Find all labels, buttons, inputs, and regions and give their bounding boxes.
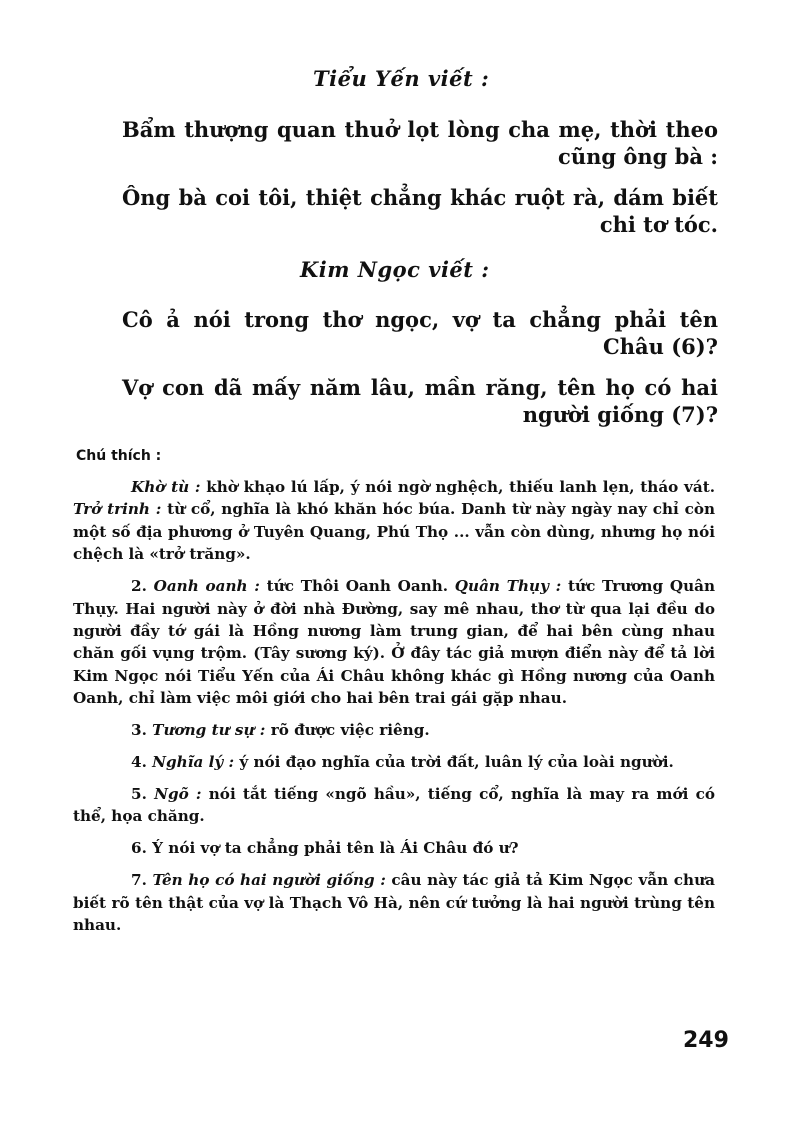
speaker-tieu-yen: Tiểu Yến viết : — [313, 66, 490, 91]
footnote-6: 6. Ý nói vợ ta chẳng phải tên là Ái Châu đó ư? — [131, 839, 519, 858]
notes-heading: Chú thích : — [76, 448, 162, 464]
footnote-number: 5. — [131, 784, 155, 803]
verse-4 — [122, 374, 718, 428]
footnote-text: tức Trương Quân Thụy. Hai người này ở đời nhà Đường, say mê nhau, thơ từ qua lại đều do người đầy tớ gái là Hồng nương làm trung gian, để hai bên cùng nhau chăn gối vụng trộm. (Tây sương ký). Ở đây tác giả mượn điển này để tả lời Kim Ngọc nói Tiểu Yến của Ái Châu không khác gì Hồng nương của Oanh Oanh, chỉ làm việc môi giới cho hai bên trai gái gặp nhau. — [73, 577, 715, 708]
footnote-number: 7. — [131, 871, 153, 890]
footnote-7 — [73, 869, 715, 936]
footnote-term: Quân Thụy : — [454, 577, 562, 596]
verse-2 — [122, 184, 718, 238]
footnote-2 — [73, 575, 715, 709]
footnote-text: tức Thôi Oanh Oanh. — [259, 577, 455, 596]
footnote-1 — [73, 476, 715, 566]
footnote-5 — [73, 783, 715, 828]
verse-line: Ông bà coi tôi, thiệt chẳng khác ruột rà, dám biết — [122, 185, 718, 210]
footnote-text: câu này tác giả tả Kim Ngọc vẫn chưa biết rõ tên thật của vợ là Thạch Vô Hà, nên cứ tưởng là hai người trùng tên nhau. — [73, 871, 715, 934]
footnote-term: Oanh oanh : — [153, 577, 260, 596]
footnote-text: khờ khạo lú lấp, ý nói ngờ nghệch, thiếu lanh lẹn, tháo vát. — [200, 478, 715, 496]
verse-line: cũng ông bà : — [558, 144, 718, 169]
footnotes — [73, 476, 715, 946]
footnote-number: 3. — [131, 721, 153, 740]
footnote-term: Tương tư sự : — [152, 721, 266, 740]
footnote-term: Ngõ : — [154, 784, 202, 803]
verse-3 — [122, 306, 718, 360]
footnote-number: 2. — [131, 577, 154, 596]
verse-block-1 — [122, 116, 718, 252]
verse-1 — [122, 116, 718, 170]
footnote-4 — [73, 751, 715, 773]
verse-line: Vợ con dã mấy năm lâu, mần răng, tên họ có hai — [122, 375, 718, 400]
verse-line: Châu (6)? — [603, 334, 718, 359]
page-number: 249 — [683, 1028, 729, 1053]
footnote-text: ý nói đạo nghĩa của trời đất, luân lý của loài người. — [234, 752, 674, 771]
verse-block-2 — [122, 306, 718, 442]
verse-line: chi tơ tóc. — [599, 212, 718, 237]
footnote-3 — [73, 719, 715, 741]
speaker-kim-ngoc: Kim Ngọc viết : — [300, 257, 490, 282]
verse-line: Cô ả nói trong thơ ngọc, vợ ta chẳng phải tên — [122, 307, 718, 332]
footnote-term: Trở trinh : — [73, 500, 162, 519]
footnote-text: từ cổ, nghĩa là khó khăn hóc búa. Danh từ này ngày nay chỉ còn một số địa phương ở Tuyên Quang, Phú Thọ ... vẫn còn dùng, nhưng họ nói chệch là «trở trăng». — [73, 500, 715, 564]
footnote-text: nói tắt tiếng «ngõ hầu», tiếng cổ, nghĩa là may ra mới có thể, họa chăng. — [73, 784, 715, 826]
footnote-number: 4. — [131, 752, 153, 771]
footnote-term: Tên họ có hai người giống : — [152, 871, 386, 890]
verse-line: người giống (7)? — [522, 402, 718, 427]
verse-line: Bẩm thượng quan thuở lọt lòng cha mẹ, thời theo — [122, 117, 718, 142]
footnote-term: Nghĩa lý : — [152, 752, 235, 771]
footnote-text: rõ được việc riêng. — [265, 721, 430, 740]
footnote-term: Khờ tù : — [131, 478, 201, 496]
